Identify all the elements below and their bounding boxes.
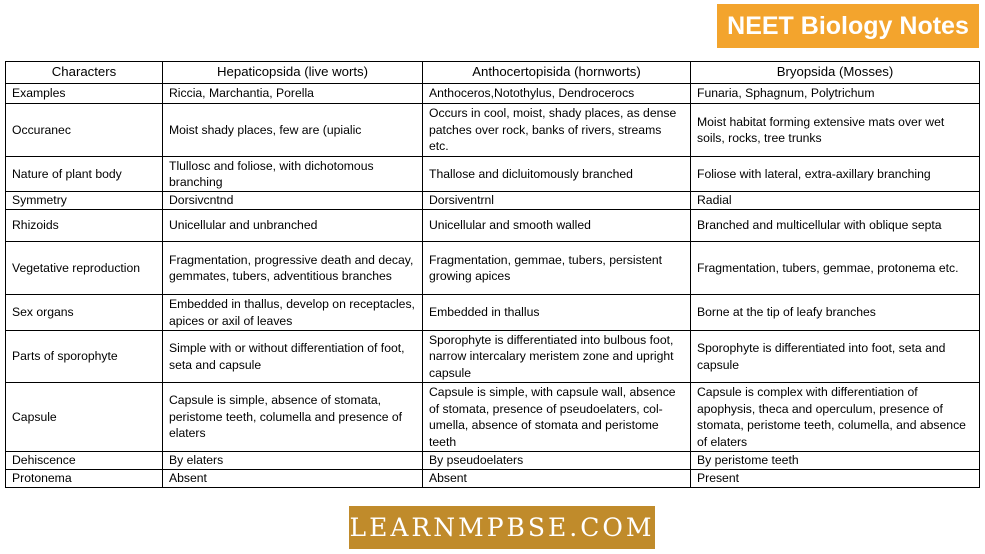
table-row xyxy=(6,210,980,242)
table-cell: Fragmentation, progressive death and decay, gemmates, tubers, adventitious branches xyxy=(163,242,423,295)
table-cell: Branched and multicellular with oblique septa xyxy=(691,210,980,242)
row-label: Capsule xyxy=(6,383,163,452)
table-cell: Unicellular and unbranched xyxy=(163,210,423,242)
table-cell: By peristome teeth xyxy=(691,452,980,470)
table-cell: Anthoceros,Notothylus, Dendrocerocs xyxy=(423,84,691,104)
header-characters: Characters xyxy=(6,62,163,84)
row-label: Sex organs xyxy=(6,295,163,331)
table-cell: Sporophyte is differentiated into foot, seta and capsule xyxy=(691,331,980,383)
row-label: Symmetry xyxy=(6,192,163,210)
table-row xyxy=(6,84,980,104)
table-cell: Foliose with lateral, extra-axillary branching xyxy=(691,157,980,192)
row-label: Nature of plant body xyxy=(6,157,163,192)
table-row xyxy=(6,383,980,452)
table-row xyxy=(6,295,980,331)
table-cell: Capsule is complex with differentiation of apophysis, theca and operculum, presence of stomata, peristome teeth, columella, and absence of elaters xyxy=(691,383,980,452)
header-hepaticopsida: Hepaticopsida (live worts) xyxy=(163,62,423,84)
table-cell: Tlullosc and foliose, with dichotomous branching xyxy=(163,157,423,192)
row-label: Rhizoids xyxy=(6,210,163,242)
table-cell: Capsule is simple, with capsule wall, absence of stomata, presence of pseudoelaters, col-umella, absence of stomata and peristome teeth xyxy=(423,383,691,452)
table-cell: Thallose and dicluitomously branched xyxy=(423,157,691,192)
header-bryopsida: Bryopsida (Mosses) xyxy=(691,62,980,84)
table-cell: Occurs in cool, moist, shady places, as dense patches over rock, banks of rivers, streams etc. xyxy=(423,104,691,157)
learnmpbse-watermark: LEARNMPBSE.COM xyxy=(349,506,655,549)
table-cell: Dorsivcntnd xyxy=(163,192,423,210)
table-row xyxy=(6,242,980,295)
table-row xyxy=(6,157,980,192)
table-cell: Unicellular and smooth walled xyxy=(423,210,691,242)
table-cell: Radial xyxy=(691,192,980,210)
table-cell: Absent xyxy=(423,470,691,488)
table-cell: Funaria, Sphagnum, Polytrichum xyxy=(691,84,980,104)
row-label: Vegetative reproduction xyxy=(6,242,163,295)
table-cell: Simple with or without differentiation of foot, seta and capsule xyxy=(163,331,423,383)
table-cell: Moist habitat forming extensive mats over wet soils, rocks, tree trunks xyxy=(691,104,980,157)
row-label: Parts of sporophyte xyxy=(6,331,163,383)
row-label: Dehiscence xyxy=(6,452,163,470)
table-cell: Fragmentation, gemmae, tubers, persistent growing apices xyxy=(423,242,691,295)
row-label: Protonema xyxy=(6,470,163,488)
table-row xyxy=(6,452,980,470)
table-cell: By pseudoelaters xyxy=(423,452,691,470)
row-label: Occuranec xyxy=(6,104,163,157)
neet-biology-notes-badge: NEET Biology Notes xyxy=(717,4,979,48)
table-row xyxy=(6,331,980,383)
table-header-row xyxy=(6,62,980,84)
table-cell: Fragmentation, tubers, gemmae, protonema etc. xyxy=(691,242,980,295)
row-label: Examples xyxy=(6,84,163,104)
table-cell: Moist shady places, few are (upialic xyxy=(163,104,423,157)
table-row xyxy=(6,192,980,210)
table-row xyxy=(6,104,980,157)
header-anthocerotopsida: Anthocertopisida (hornworts) xyxy=(423,62,691,84)
table-cell: By elaters xyxy=(163,452,423,470)
table-cell: Absent xyxy=(163,470,423,488)
bryophyte-comparison-table xyxy=(5,61,980,488)
table-cell: Present xyxy=(691,470,980,488)
table-cell: Embedded in thallus xyxy=(423,295,691,331)
table-cell: Borne at the tip of leafy branches xyxy=(691,295,980,331)
table-cell: Capsule is simple, absence of stomata, peristome teeth, columella and presence of elaters xyxy=(163,383,423,452)
table-cell: Riccia, Marchantia, Porella xyxy=(163,84,423,104)
table-cell: Dorsiventrnl xyxy=(423,192,691,210)
table-cell: Embedded in thallus, develop on receptacles, apices or axil of leaves xyxy=(163,295,423,331)
table-cell: Sporophyte is differentiated into bulbous foot, narrow intercalary meristem zone and upright capsule xyxy=(423,331,691,383)
table-row xyxy=(6,470,980,488)
